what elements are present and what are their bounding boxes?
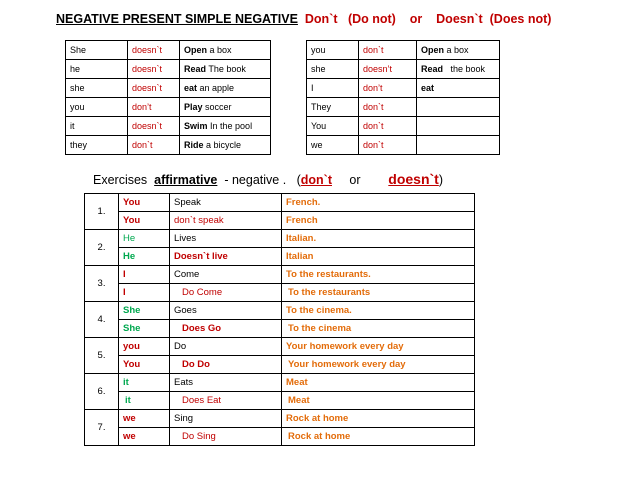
table-row: [307, 41, 500, 60]
subject-cell: She: [119, 302, 170, 320]
subject-cell: You: [119, 194, 170, 212]
exercise-number: 4.: [85, 302, 119, 338]
exercises-or: or: [349, 173, 361, 187]
verb-cell: Come: [170, 266, 282, 284]
exercise-number: 6.: [85, 374, 119, 410]
aux-cell: don’t: [359, 79, 417, 98]
verb-cell: [180, 117, 271, 136]
subject-cell: She: [119, 320, 170, 338]
verb-cell: [417, 60, 500, 79]
exercises-close-paren: ): [438, 173, 444, 187]
verb-cell: Speak: [170, 194, 282, 212]
subject-cell: you: [66, 98, 128, 117]
table-row: [66, 117, 271, 136]
verb: Play: [184, 102, 203, 112]
aux-cell: don`t: [359, 136, 417, 155]
object: The book: [208, 64, 246, 74]
verb-cell: [180, 98, 271, 117]
exercises-dont: don`t: [300, 173, 332, 187]
left-negative-table: [65, 40, 271, 155]
verb: Open: [184, 45, 208, 55]
aux-cell: doesn`t: [128, 41, 180, 60]
verb-cell: Do Do: [170, 356, 282, 374]
object: an apple: [199, 83, 235, 93]
verb: Ride: [184, 140, 204, 150]
subject-cell: he: [66, 60, 128, 79]
aux-cell: don`t: [359, 98, 417, 117]
complement-cell: Rock at home: [282, 428, 475, 446]
aux-cell: doesn`t: [128, 117, 180, 136]
table-row: [307, 98, 500, 117]
exercises-doesnt: doesn`t: [388, 171, 439, 187]
table-row: [66, 41, 271, 60]
complement-cell: Italian: [282, 248, 475, 266]
table-row: [85, 374, 475, 392]
table-row: [307, 117, 500, 136]
verb-cell: Doesn`t live: [170, 248, 282, 266]
subject-cell: you: [119, 338, 170, 356]
verb: eat: [421, 83, 435, 93]
subject-cell: He: [119, 248, 170, 266]
table-row: [66, 60, 271, 79]
object: the book: [450, 64, 486, 74]
table-row: [66, 98, 271, 117]
verb-cell: don`t speak: [170, 212, 282, 230]
aux-cell: doesn`t: [128, 60, 180, 79]
subject-cell: we: [119, 410, 170, 428]
subject-cell: they: [66, 136, 128, 155]
title-dont: Don`t: [304, 12, 338, 26]
verb-cell: [417, 41, 500, 60]
subject-cell: we: [307, 136, 359, 155]
subject-cell: you: [307, 41, 359, 60]
verb-cell: [417, 117, 500, 136]
complement-cell: To the restaurants.: [282, 266, 475, 284]
object: In the pool: [210, 121, 253, 131]
subject-cell: They: [307, 98, 359, 117]
title-or: or: [409, 12, 423, 26]
aux-cell: don`t: [128, 136, 180, 155]
exercises-middle: - negative .: [224, 173, 287, 187]
table-row: [85, 194, 475, 212]
subject-cell: He: [119, 230, 170, 248]
verb-cell: Do Come: [170, 284, 282, 302]
verb: Swim: [184, 121, 208, 131]
complement-cell: To the cinema: [282, 320, 475, 338]
verb-cell: Lives: [170, 230, 282, 248]
subject-cell: it: [66, 117, 128, 136]
right-negative-table: [306, 40, 500, 155]
verb: Read: [421, 64, 444, 74]
subject-cell: You: [119, 356, 170, 374]
subject-cell: I: [307, 79, 359, 98]
verb-cell: Sing: [170, 410, 282, 428]
subject-cell: You: [119, 212, 170, 230]
complement-cell: Italian.: [282, 230, 475, 248]
object: soccer: [205, 102, 232, 112]
complement-cell: Your homework every day: [282, 338, 475, 356]
title-does-not: (Does not): [489, 12, 552, 26]
verb-cell: Does Eat: [170, 392, 282, 410]
table-row: [85, 212, 475, 230]
subject-cell: She: [66, 41, 128, 60]
table-row: [307, 136, 500, 155]
table-row: [85, 356, 475, 374]
verb-cell: Do Sing: [170, 428, 282, 446]
table-row: [85, 230, 475, 248]
object: a bicycle: [206, 140, 242, 150]
object: a box: [446, 45, 469, 55]
complement-cell: To the cinema.: [282, 302, 475, 320]
table-row: [85, 266, 475, 284]
complement-cell: Meat: [282, 374, 475, 392]
complement-cell: To the restaurants: [282, 284, 475, 302]
verb-cell: [417, 79, 500, 98]
exercises-heading: [93, 171, 443, 187]
table-row: [85, 338, 475, 356]
table-row: [85, 248, 475, 266]
table-row: [85, 392, 475, 410]
table-row: [85, 410, 475, 428]
subject-cell: she: [307, 60, 359, 79]
table-row: [66, 79, 271, 98]
verb: eat: [184, 83, 198, 93]
aux-cell: doesn’t: [359, 60, 417, 79]
exercises-table: [84, 193, 475, 446]
title-doesnt: Doesn`t: [436, 12, 483, 26]
exercise-number: 1.: [85, 194, 119, 230]
subject-cell: we: [119, 428, 170, 446]
table-row: [85, 284, 475, 302]
title-do-not: (Do not): [347, 12, 396, 26]
aux-cell: don`t: [359, 41, 417, 60]
verb-cell: Do: [170, 338, 282, 356]
aux-cell: don`t: [359, 117, 417, 136]
verb-cell: [417, 98, 500, 117]
subject-cell: it: [119, 392, 170, 410]
title-main: NEGATIVE PRESENT SIMPLE NEGATIVE: [56, 12, 298, 26]
complement-cell: Your homework every day: [282, 356, 475, 374]
page-title: [56, 12, 551, 26]
subject-cell: it: [119, 374, 170, 392]
exercises-affirmative: affirmative: [154, 173, 218, 187]
exercise-number: 5.: [85, 338, 119, 374]
aux-cell: doesn`t: [128, 79, 180, 98]
table-row: [85, 320, 475, 338]
verb-cell: Goes: [170, 302, 282, 320]
verb: Open: [421, 45, 445, 55]
complement-cell: French.: [282, 194, 475, 212]
exercise-number: 7.: [85, 410, 119, 446]
verb-cell: [417, 136, 500, 155]
exercise-number: 3.: [85, 266, 119, 302]
exercises-open-paren: (: [296, 173, 301, 187]
subject-cell: You: [307, 117, 359, 136]
verb-cell: Eats: [170, 374, 282, 392]
complement-cell: French: [282, 212, 475, 230]
table-row: [307, 79, 500, 98]
table-row: [85, 302, 475, 320]
complement-cell: Rock at home: [282, 410, 475, 428]
verb-cell: [180, 79, 271, 98]
object: a box: [209, 45, 232, 55]
verb: Read: [184, 64, 207, 74]
exercise-number: 2.: [85, 230, 119, 266]
subject-cell: I: [119, 284, 170, 302]
table-row: [85, 428, 475, 446]
exercises-prefix: Exercises: [93, 173, 148, 187]
table-row: [307, 60, 500, 79]
table-row: [66, 136, 271, 155]
subject-cell: she: [66, 79, 128, 98]
subject-cell: I: [119, 266, 170, 284]
verb-cell: [180, 41, 271, 60]
aux-cell: don’t: [128, 98, 180, 117]
verb-cell: [180, 60, 271, 79]
complement-cell: Meat: [282, 392, 475, 410]
verb-cell: Does Go: [170, 320, 282, 338]
verb-cell: [180, 136, 271, 155]
